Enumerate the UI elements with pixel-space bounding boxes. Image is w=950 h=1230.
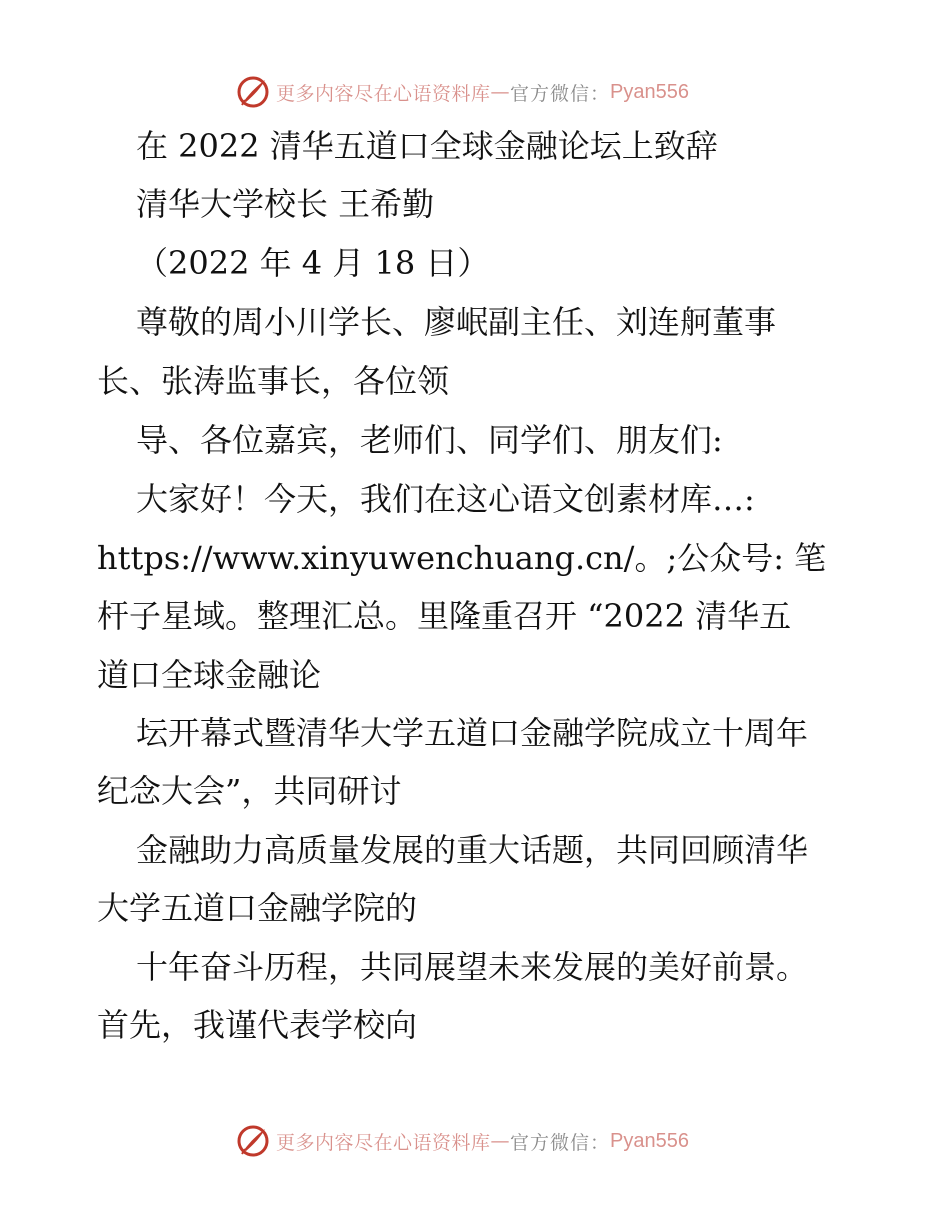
text-line: 大家好！今天，我们在这心语文创素材库…: [136, 480, 755, 518]
banner-text: 更多内容尽在心语资料库 [276, 1131, 491, 1154]
banner-wechat-id: Pyan556 [610, 1129, 689, 1152]
quill-logo-icon [236, 75, 270, 109]
banner-content [236, 74, 689, 110]
speaker-line: 清华大学校长 王希勤 [136, 185, 435, 223]
text-line: 长、张涛监事长，各位领 [97, 362, 450, 400]
quill-logo-icon [236, 1124, 270, 1158]
footer-banner [0, 1121, 950, 1161]
banner-separator: — [490, 1130, 511, 1152]
text-line: 首先，我谨代表学校向 [97, 1006, 418, 1044]
text-line: 杆子星域。整理汇总。里隆重召开 “2022 清华五 [97, 597, 792, 635]
date-line: （2022 年 4 月 18 日） [136, 244, 490, 282]
text-line: 大学五道口金融学院的 [97, 889, 418, 927]
text-line: 尊敬的周小川学长、廖岷副主任、刘连舸董事 [136, 303, 777, 341]
text-line: 十年奋斗历程，共同展望未来发展的美好前景。 [136, 948, 809, 986]
text-line: 坛开幕式暨清华大学五道口金融学院成立十周年 [136, 714, 809, 752]
banner-separator: — [490, 81, 511, 103]
banner-text: 更多内容尽在心语资料库 [276, 82, 491, 105]
banner-wechat-label: 官方微信： [510, 82, 611, 105]
text-line: 导、各位嘉宾，老师们、同学们、朋友们: [136, 421, 723, 459]
text-line: https://www.xinyuwenchuang.cn/。;公众号: 笔 [97, 539, 827, 577]
speech-title: 在 2022 清华五道口全球金融论坛上致辞 [136, 127, 718, 165]
text-line: 金融助力高质量发展的重大话题，共同回顾清华 [136, 831, 809, 869]
header-banner [0, 72, 950, 112]
banner-content [236, 1123, 689, 1159]
text-line: 纪念大会”，共同研讨 [97, 772, 402, 810]
banner-wechat-label: 官方微信： [510, 1131, 611, 1154]
banner-wechat-id: Pyan556 [610, 80, 689, 103]
text-line: 道口全球金融论 [97, 656, 322, 694]
